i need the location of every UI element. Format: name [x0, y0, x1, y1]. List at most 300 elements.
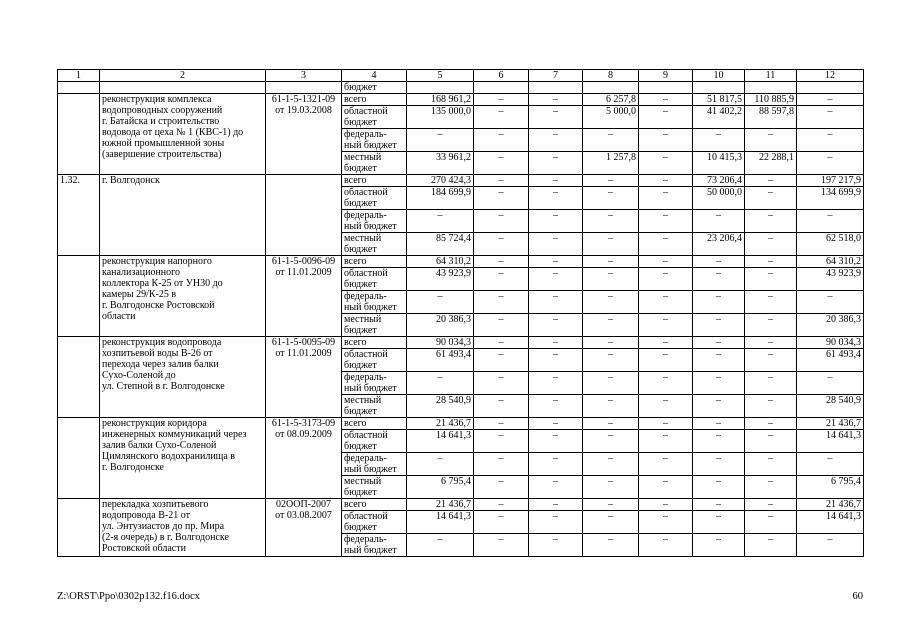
value-cell: – — [583, 337, 639, 349]
text-line: г. Волгодонске Ростовской — [102, 300, 215, 311]
value-cell: – — [797, 94, 864, 106]
value-cell: – — [745, 395, 797, 418]
cell — [407, 82, 474, 94]
value-cell: 14 641,3 — [407, 511, 474, 534]
value-cell: 33 961,2 — [407, 152, 474, 175]
value-cell: – — [745, 175, 797, 187]
value-cell: – — [639, 476, 693, 499]
value-cell: – — [639, 534, 693, 557]
value-cell: – — [693, 256, 745, 268]
value-cell: – — [583, 291, 639, 314]
text-line: (2-я очередь) в г. Волгодонске — [102, 532, 229, 543]
value-cell: 28 540,9 — [797, 395, 864, 418]
text-line: бюджет — [344, 244, 377, 255]
item-name — [100, 337, 266, 418]
value-cell: 88 597,8 — [745, 106, 797, 129]
value-cell: – — [529, 372, 583, 395]
value-cell: – — [474, 511, 529, 534]
continuation-row — [58, 82, 864, 94]
col-header: 8 — [583, 70, 639, 82]
value-cell: – — [745, 187, 797, 210]
cell — [58, 82, 100, 94]
value-cell: – — [474, 129, 529, 152]
text-line: бюджет — [344, 279, 377, 290]
value-cell: 61 493,4 — [407, 349, 474, 372]
value-cell: 28 540,9 — [407, 395, 474, 418]
value-cell: – — [474, 349, 529, 372]
text-line: местный — [344, 395, 382, 406]
item-name — [100, 94, 266, 175]
value-cell: – — [693, 511, 745, 534]
value-cell: 14 641,3 — [797, 511, 864, 534]
value-cell: – — [583, 256, 639, 268]
value-cell: 20 386,3 — [407, 314, 474, 337]
value-cell: – — [639, 511, 693, 534]
value-cell: – — [797, 291, 864, 314]
text-line: г. Волгодонске — [102, 462, 164, 473]
text-line: бюджет — [344, 487, 377, 498]
value-cell: – — [529, 152, 583, 175]
value-cell: – — [529, 106, 583, 129]
text-line: областной — [344, 268, 388, 279]
text-line: от 11.01.2009 — [275, 348, 332, 359]
value-cell: – — [529, 430, 583, 453]
text-line: местный — [344, 314, 382, 325]
value-cell: – — [474, 499, 529, 511]
funding-type — [342, 291, 407, 314]
value-cell: – — [639, 418, 693, 430]
value-cell: – — [529, 94, 583, 106]
funding-type — [342, 372, 407, 395]
value-cell: – — [797, 106, 864, 129]
value-cell: – — [583, 349, 639, 372]
text-line: перехода через залив балки — [102, 359, 219, 370]
value-cell: – — [529, 395, 583, 418]
funding-type — [342, 349, 407, 372]
value-cell: – — [474, 268, 529, 291]
text-line: реконструкция напорного — [102, 256, 212, 267]
value-cell: – — [583, 418, 639, 430]
value-cell: 168 961,2 — [407, 94, 474, 106]
text-line: 61-1-5-1321-09 — [271, 94, 336, 105]
value-cell: – — [745, 430, 797, 453]
value-cell: – — [474, 256, 529, 268]
value-cell: 110 885,9 — [745, 94, 797, 106]
funding-type — [342, 175, 407, 187]
value-cell: – — [474, 372, 529, 395]
value-cell: – — [693, 291, 745, 314]
value-cell: 73 206,4 — [693, 175, 745, 187]
value-cell: 6 795,4 — [407, 476, 474, 499]
funding-type — [342, 314, 407, 337]
value-cell: – — [693, 268, 745, 291]
value-cell: – — [693, 476, 745, 499]
value-cell: – — [745, 511, 797, 534]
value-cell: – — [583, 372, 639, 395]
value-cell: – — [529, 175, 583, 187]
cell — [474, 82, 529, 94]
value-cell: – — [797, 372, 864, 395]
text-line: водопровода В-21 от — [102, 510, 190, 521]
value-cell: – — [529, 314, 583, 337]
text-line: всего — [344, 175, 367, 186]
text-line: бюджет — [344, 406, 377, 417]
cell — [266, 82, 342, 94]
text-line: бюджет — [344, 163, 377, 174]
value-cell: – — [529, 453, 583, 476]
item-name — [100, 418, 266, 499]
value-cell: – — [693, 314, 745, 337]
value-cell: 270 424,3 — [407, 175, 474, 187]
value-cell: – — [693, 129, 745, 152]
value-cell: – — [797, 453, 864, 476]
value-cell: 1 257,8 — [583, 152, 639, 175]
text-line: южной промышленной зоны — [102, 138, 225, 149]
value-cell: 90 034,3 — [407, 337, 474, 349]
text-line: ул. Степной в г. Волгодонске — [102, 381, 225, 392]
text-line: канализационного — [102, 267, 181, 278]
text-line: федераль- — [344, 534, 387, 545]
value-cell: – — [639, 372, 693, 395]
text-line: реконструкция водопровода — [102, 337, 222, 348]
text-line: от 19.03.2008 — [275, 105, 332, 116]
value-cell: 21 436,7 — [407, 499, 474, 511]
text-line: бюджет — [344, 198, 377, 209]
value-cell: – — [639, 129, 693, 152]
value-cell: 64 310,2 — [407, 256, 474, 268]
value-cell: – — [407, 534, 474, 557]
col-header: 2 — [100, 70, 266, 82]
value-cell: – — [693, 210, 745, 233]
value-cell: – — [529, 256, 583, 268]
value-cell: 14 641,3 — [797, 430, 864, 453]
value-cell: – — [583, 233, 639, 256]
value-cell: 6 795,4 — [797, 476, 864, 499]
value-cell: – — [407, 372, 474, 395]
value-cell: – — [474, 418, 529, 430]
value-cell: – — [529, 534, 583, 557]
funding-type — [342, 476, 407, 499]
funding-type — [342, 129, 407, 152]
text-line: г. Батайска и строительство — [102, 116, 220, 127]
value-cell: – — [583, 453, 639, 476]
value-cell: – — [407, 453, 474, 476]
text-line: ный бюджет — [344, 302, 397, 313]
funding-type — [342, 453, 407, 476]
item-name — [100, 499, 266, 557]
value-cell: 21 436,7 — [797, 418, 864, 430]
value-cell: – — [639, 152, 693, 175]
col-header: 7 — [529, 70, 583, 82]
text-line: бюджет — [344, 441, 377, 452]
text-line: ный бюджет — [344, 140, 397, 151]
value-cell: – — [474, 314, 529, 337]
value-cell: – — [639, 94, 693, 106]
cell — [639, 82, 693, 94]
value-cell: – — [583, 175, 639, 187]
value-cell: 22 288,1 — [745, 152, 797, 175]
value-cell: – — [474, 430, 529, 453]
value-cell: – — [797, 534, 864, 557]
value-cell: – — [529, 476, 583, 499]
funding-type — [342, 256, 407, 268]
value-cell: – — [407, 129, 474, 152]
value-cell: – — [745, 453, 797, 476]
value-cell: – — [693, 430, 745, 453]
value-cell: – — [745, 372, 797, 395]
value-cell: – — [474, 94, 529, 106]
value-cell: 20 386,3 — [797, 314, 864, 337]
value-cell: – — [745, 291, 797, 314]
text-line: хозпитьевой воды В-26 от — [102, 348, 213, 359]
text-line: ул. Энтузиастов до пр. Мира — [102, 521, 225, 532]
text-line: областной — [344, 349, 388, 360]
value-cell: – — [529, 349, 583, 372]
text-line: коллектора К-25 от УН30 до — [102, 278, 223, 289]
value-cell: 14 641,3 — [407, 430, 474, 453]
item-name — [100, 256, 266, 337]
text-line: ный бюджет — [344, 545, 397, 556]
value-cell: – — [745, 499, 797, 511]
cell — [797, 82, 864, 94]
value-cell: – — [693, 418, 745, 430]
text-line: федераль- — [344, 372, 387, 383]
text-line: от 03.08.2007 — [275, 510, 332, 521]
value-cell: – — [474, 337, 529, 349]
text-line: местный — [344, 233, 382, 244]
text-line: от 11.01.2009 — [275, 267, 332, 278]
value-cell: – — [797, 152, 864, 175]
text-line: Сухо-Соленой до — [102, 370, 176, 381]
text-line: областной — [344, 106, 388, 117]
value-cell: – — [797, 210, 864, 233]
value-cell: – — [639, 499, 693, 511]
value-cell: – — [529, 268, 583, 291]
item-number — [58, 337, 100, 418]
value-cell: 10 415,3 — [693, 152, 745, 175]
item-number — [58, 94, 100, 175]
text-line: местный — [344, 152, 382, 163]
cell — [583, 82, 639, 94]
value-cell: – — [474, 175, 529, 187]
value-cell: – — [583, 499, 639, 511]
value-cell: – — [529, 499, 583, 511]
value-cell: – — [583, 187, 639, 210]
value-cell: – — [529, 418, 583, 430]
value-cell: – — [474, 291, 529, 314]
value-cell: – — [639, 187, 693, 210]
value-cell: – — [583, 476, 639, 499]
value-cell: – — [583, 314, 639, 337]
funding-type — [342, 534, 407, 557]
text-line: федераль- — [344, 210, 387, 221]
value-cell: – — [529, 291, 583, 314]
value-cell: – — [639, 337, 693, 349]
text-line: реконструкция комплекса — [102, 94, 212, 105]
funding-type — [342, 210, 407, 233]
text-line: областной — [344, 511, 388, 522]
funding-type — [342, 395, 407, 418]
document-ref — [266, 499, 342, 557]
budget-table — [57, 69, 864, 557]
cell — [100, 82, 266, 94]
value-cell: 184 699,9 — [407, 187, 474, 210]
value-cell: 134 699,9 — [797, 187, 864, 210]
text-line: федераль- — [344, 129, 387, 140]
file-path: Z:\ORST\Ppo\0302p132.f16.docx — [57, 591, 200, 602]
item-number: 1.32. — [58, 175, 100, 256]
text-line: области — [102, 311, 136, 322]
value-cell: – — [583, 129, 639, 152]
value-cell: – — [583, 430, 639, 453]
value-cell: 5 000,0 — [583, 106, 639, 129]
value-cell: – — [407, 210, 474, 233]
funding-type — [342, 233, 407, 256]
col-header: 11 — [745, 70, 797, 82]
value-cell: – — [745, 476, 797, 499]
value-cell: – — [693, 337, 745, 349]
col-header: 5 — [407, 70, 474, 82]
funding-type — [342, 337, 407, 349]
value-cell: – — [639, 106, 693, 129]
value-cell: – — [474, 106, 529, 129]
document-ref — [266, 175, 342, 256]
value-cell: – — [745, 534, 797, 557]
funding-type — [342, 418, 407, 430]
value-cell: – — [639, 430, 693, 453]
value-cell: 43 923,9 — [407, 268, 474, 291]
text-line: перекладка хозпитьевого — [102, 499, 209, 510]
value-cell: 41 402,2 — [693, 106, 745, 129]
value-cell: – — [529, 511, 583, 534]
col-header: 9 — [639, 70, 693, 82]
value-cell: – — [797, 129, 864, 152]
value-cell: – — [745, 210, 797, 233]
value-cell: 90 034,3 — [797, 337, 864, 349]
document-ref — [266, 337, 342, 418]
value-cell: – — [639, 453, 693, 476]
col-header: 1 — [58, 70, 100, 82]
text-line: ный бюджет — [344, 383, 397, 394]
text-line: всего — [344, 256, 367, 267]
page-number: 60 — [852, 591, 863, 602]
text-line: реконструкция коридора — [102, 418, 207, 429]
col-header: 3 — [266, 70, 342, 82]
value-cell: 51 817,5 — [693, 94, 745, 106]
funding-type — [342, 268, 407, 291]
text-line: ный бюджет — [344, 221, 397, 232]
text-line: бюджет — [344, 117, 377, 128]
value-cell: – — [745, 268, 797, 291]
text-line: бюджет — [344, 522, 377, 533]
value-cell: – — [693, 499, 745, 511]
text-line: Ростовской области — [102, 543, 186, 554]
text-line: федераль- — [344, 291, 387, 302]
text-line: федераль- — [344, 453, 387, 464]
cell — [693, 82, 745, 94]
value-cell: – — [583, 534, 639, 557]
value-cell: – — [745, 129, 797, 152]
text-line: областной — [344, 430, 388, 441]
value-cell: 197 217,9 — [797, 175, 864, 187]
text-line: водопроводных сооружений — [102, 105, 223, 116]
funding-type: бюджет — [342, 82, 407, 94]
funding-type — [342, 499, 407, 511]
text-line: водовода от цеха № 1 (КВС-1) до — [102, 127, 244, 138]
value-cell: – — [693, 534, 745, 557]
value-cell: 43 923,9 — [797, 268, 864, 291]
cell — [745, 82, 797, 94]
value-cell: 135 000,0 — [407, 106, 474, 129]
text-line: инженерных коммуникаций через — [102, 429, 247, 440]
funding-type — [342, 106, 407, 129]
value-cell: – — [529, 210, 583, 233]
value-cell: 85 724,4 — [407, 233, 474, 256]
value-cell: – — [639, 175, 693, 187]
value-cell: – — [474, 476, 529, 499]
text-line: 61-1-5-0095-09 — [271, 337, 336, 348]
text-line: г. Волгодонск — [102, 175, 160, 186]
value-cell: – — [639, 233, 693, 256]
item-name — [100, 175, 266, 256]
funding-type — [342, 187, 407, 210]
item-number — [58, 499, 100, 557]
value-cell: – — [474, 187, 529, 210]
text-line: 02ООП-2007 — [276, 499, 331, 510]
value-cell: – — [529, 233, 583, 256]
text-line: бюджет — [344, 360, 377, 371]
value-cell: – — [693, 395, 745, 418]
funding-type — [342, 430, 407, 453]
value-cell: – — [529, 187, 583, 210]
value-cell: 23 206,4 — [693, 233, 745, 256]
value-cell: – — [583, 395, 639, 418]
value-cell: – — [745, 233, 797, 256]
value-cell: – — [474, 210, 529, 233]
text-line: всего — [344, 94, 367, 105]
value-cell: – — [693, 453, 745, 476]
value-cell: – — [474, 152, 529, 175]
col-header: 4 — [342, 70, 407, 82]
value-cell: – — [639, 210, 693, 233]
funding-type — [342, 152, 407, 175]
value-cell: – — [639, 291, 693, 314]
value-cell: 61 493,4 — [797, 349, 864, 372]
text-line: ный бюджет — [344, 464, 397, 475]
value-cell: 21 436,7 — [407, 418, 474, 430]
value-cell: – — [639, 268, 693, 291]
document-ref — [266, 94, 342, 175]
value-cell: – — [745, 314, 797, 337]
value-cell: – — [693, 372, 745, 395]
value-cell: – — [745, 418, 797, 430]
value-cell: 50 000,0 — [693, 187, 745, 210]
text-line: местный — [344, 476, 382, 487]
text-line: всего — [344, 499, 367, 510]
text-line: (завершение строительства) — [102, 149, 222, 160]
value-cell: – — [583, 268, 639, 291]
item-number — [58, 418, 100, 499]
text-line: залив балки Сухо-Соленой — [102, 440, 217, 451]
value-cell: 6 257,8 — [583, 94, 639, 106]
value-cell: – — [474, 453, 529, 476]
cell — [529, 82, 583, 94]
value-cell: – — [474, 233, 529, 256]
funding-type — [342, 94, 407, 106]
col-header: 6 — [474, 70, 529, 82]
document-ref — [266, 256, 342, 337]
text-line: камеры 29/К-25 в — [102, 289, 177, 300]
